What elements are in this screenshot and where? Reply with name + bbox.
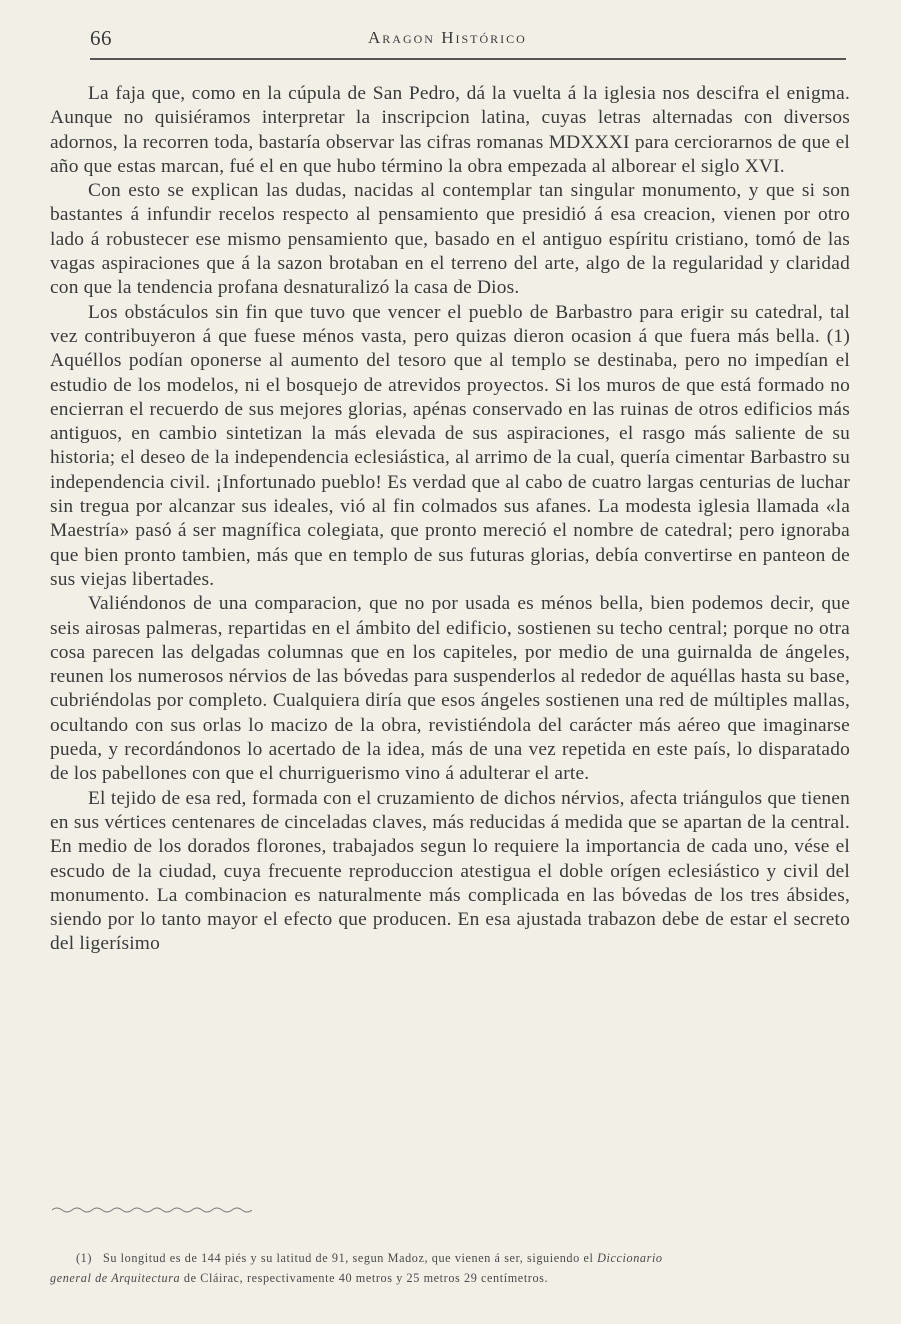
paragraph: El tejido de esa red, formada con el cruzamiento de dichos nérvios, afecta triángulos que tienen en sus vértices centenares de cinceladas claves, más reducidas á medida que se apartan de la central. En medio de los dorados florones, trabajados segun lo requiere la importancia de cada uno, vése el escudo de la ciudad, cuya frecuente reproduccion atestigua el doble orígen eclesiástico y civil del monumento. La combinacion es naturalmente más complicada en las bóvedas de los tres ábsides, siendo por lo tanto mayor el efecto que producen. En esa ajustada trabazon debe de estar el secreto del ligerísimo — [50, 787, 850, 955]
paragraph: Con esto se explican las dudas, nacidas al contemplar tan singular monumento, y que si son bastantes á infundir recelos respecto al pensamiento que presidió á esa creacion, vienen por otro lado á robustecer ese mismo pensamiento que, basado en el antiguo espíritu cristiano, tomó de las vagas aspiraciones que á la sazon brotaban en el terreno del arte, algo de la regularidad y claridad con que la tendencia profana desnaturalizó la casa de Dios. — [50, 180, 850, 299]
footnote-title: general de Arquitectura — [50, 1271, 181, 1285]
header-rule — [90, 58, 846, 60]
page-number: 66 — [90, 26, 112, 50]
paragraph: La faja que, como en la cúpula de San Pedro, dá la vuelta á la iglesia nos descifra el enigma. Aunque no quisiéramos interpretar la inscripcion latina, cuyas letras alternadas con diversos adornos, la recorren toda, bastaría observar las cifras romanas MDXXXI para cerciorarnos de que el año que estas marcan, fué el en que hubo término la obra empezada al alborear el siglo XVI. — [50, 83, 850, 177]
footnote-separator-ornament — [52, 1206, 252, 1214]
page-header — [90, 26, 846, 52]
footnote-text: de Cláirac, respectivamente 40 metros y 25 metros 29 centímetros. — [183, 1271, 549, 1285]
paragraph: Valiéndonos de una comparacion, que no por usada es ménos bella, bien podemos decir, que seis airosas palmeras, repartidas en el ámbito del edificio, sostienen su techo central; porque no otra cosa parecen las delgadas columnas que en los capiteles, por medio de una guirnalda de ángeles, reunen los numerosos nérvios de las bóvedas para suspenderlos al rededor de aquéllas hasta su base, cubriéndolas por completo. Cualquiera diría que esos ángeles sostienen una red de múltiples mallas, ocultando con sus orlas lo macizo de la obra, revistiéndola del carácter más aéreo que imaginarse pueda, y recordándonos lo acertado de la idea, más de una vez repetida en este país, lo disparatado de los pabellones con que el churriguerismo vino á adulterar el arte. — [50, 593, 850, 785]
footnote-line — [50, 1248, 850, 1268]
body-text — [50, 82, 850, 957]
paragraph: Los obstáculos sin fin que tuvo que vencer el pueblo de Barbastro para erigir su catedral, tal vez contribuyeron á que fuese ménos vasta, pero quizas dieron ocasion á que fuera más bella. (1) Aquéllos podían oponerse al aumento del tesoro que al templo se destinaba, pero no impedían el estudio de los modelos, ni el bosquejo de atrevidos proyectos. Si los muros de que está formado no encierran el recuerdo de sus mejores glorias, apénas conservado en las ruinas de otros edificios más antiguos, en cambio sintetizan la más elevada de sus aspiraciones, el rasgo más saliente de su historia; el deseo de la independencia eclesiástica, al arrimo de la cual, quería cimentar Barbastro su independencia civil. ¡Infortunado pueblo! Es verdad que al cabo de cuatro largas centurias de luchar sin tregua por alcanzar sus ideales, vió al fin colmados sus afanes. La modesta iglesia llamada «la Maestría» pasó á ser magnífica colegiata, que pronto mereció el nombre de catedral; pero ignoraba que bien pronto tambien, más que en templo de sus futuras glorias, debía convertirse en panteon de sus viejas libertades. — [50, 301, 850, 590]
footnote-text: Su longitud es de 144 piés y su latitud de 91, segun Madoz, que vienen á ser, siguiendo el — [102, 1251, 594, 1265]
footnote-line — [50, 1268, 850, 1288]
footnote — [50, 1248, 850, 1288]
running-title: Aragon Histórico — [368, 28, 527, 47]
footnote-marker: (1) — [76, 1251, 93, 1265]
footnote-title: Diccionario — [597, 1251, 663, 1265]
